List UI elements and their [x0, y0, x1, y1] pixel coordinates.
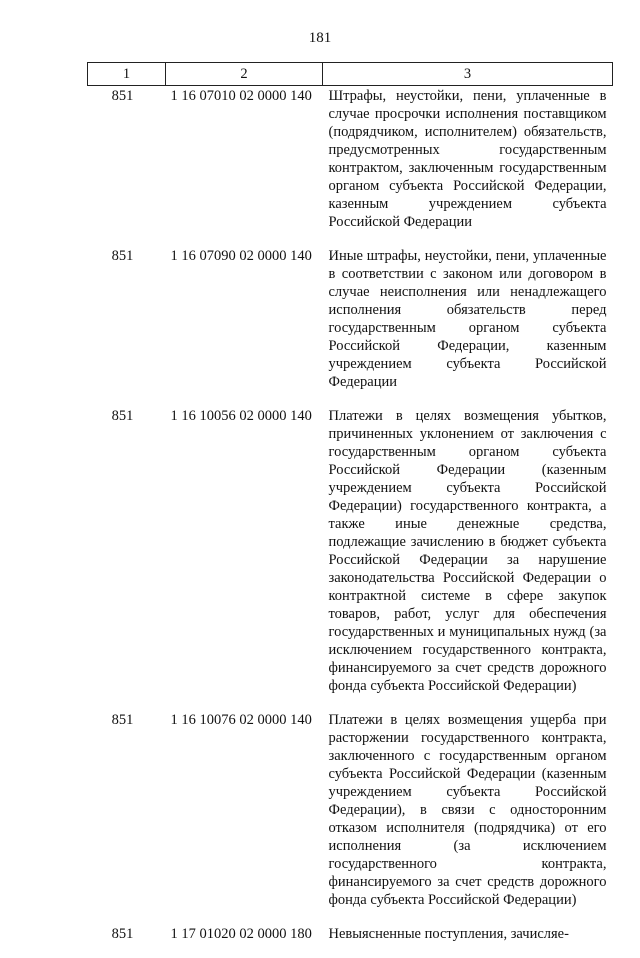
- table-body: [88, 86, 613, 958]
- budget-classification-table: [87, 62, 613, 958]
- admin-code-cell: 851: [88, 246, 166, 406]
- page-number: 181: [0, 29, 640, 47]
- description-cell: [323, 924, 613, 958]
- description-cell: [323, 406, 613, 710]
- column-header-2: 2: [166, 63, 323, 86]
- revenue-code-cell: 1 16 10056 02 0000 140: [166, 406, 323, 710]
- description-text: Платежи в целях возмещения ущерба при расторжении государственного контракта, заключенного с государственным органом субъекта Российской Федерации (казенным учреждением субъекта Российской Федерации), в связи с односторонним отказом исполнителя (подрядчика) от его исполнения (за исключением государственного контракта, финансируемого за счет средств дорожного фонда субъекта Российской Федерации): [329, 711, 607, 909]
- revenue-code-cell: 1 16 07010 02 0000 140: [166, 86, 323, 247]
- column-header-1: 1: [88, 63, 166, 86]
- admin-code-cell: 851: [88, 710, 166, 924]
- table-row: [88, 924, 613, 958]
- admin-code-cell: 851: [88, 406, 166, 710]
- description-text: Иные штрафы, неустойки, пени, уплаченные в соответствии с законом или договором в случае неисполнения или ненадлежащего исполнения обязательств перед государственным органом субъекта Российской Федерации, казенным учреждением субъекта Российской Федерации: [329, 247, 607, 391]
- description-cell: [323, 246, 613, 406]
- description-cell: [323, 710, 613, 924]
- header-row: [88, 63, 613, 86]
- admin-code-cell: 851: [88, 86, 166, 247]
- table-row: [88, 86, 613, 247]
- revenue-code-cell: 1 16 10076 02 0000 140: [166, 710, 323, 924]
- admin-code-cell: 851: [88, 924, 166, 958]
- table-row: [88, 246, 613, 406]
- table-row: [88, 710, 613, 924]
- revenue-code-cell: 1 17 01020 02 0000 180: [166, 924, 323, 958]
- table-row: [88, 406, 613, 710]
- description-cell: [323, 86, 613, 247]
- table-header: [88, 63, 613, 86]
- revenue-code-cell: 1 16 07090 02 0000 140: [166, 246, 323, 406]
- description-text: Невыясненные поступления, зачисляе-: [329, 925, 607, 943]
- description-text: Штрафы, неустойки, пени, уплаченные в случае просрочки исполнения поставщиком (подрядчиком, исполнителем) обязательств, предусмотренных государственным контрактом, заключенным государственным органом субъекта Российской Федерации, казенным учреждением субъекта Российской Федерации: [329, 87, 607, 231]
- column-header-3: 3: [323, 63, 613, 86]
- description-text: Платежи в целях возмещения убытков, причиненных уклонением от заключения с государственным органом субъекта Российской Федерации (казенным учреждением субъекта Российской Федерации) государственного контракта, а также иные денежные средства, подлежащие зачислению в бюджет субъекта Российской Федерации за нарушение законодательства Российской Федерации о контрактной системе в сфере закупок товаров, работ, услуг для обеспечения государственных и муниципальных нужд (за исключением государственного контракта, финансируемого за счет средств дорожного фонда субъекта Российской Федерации): [329, 407, 607, 695]
